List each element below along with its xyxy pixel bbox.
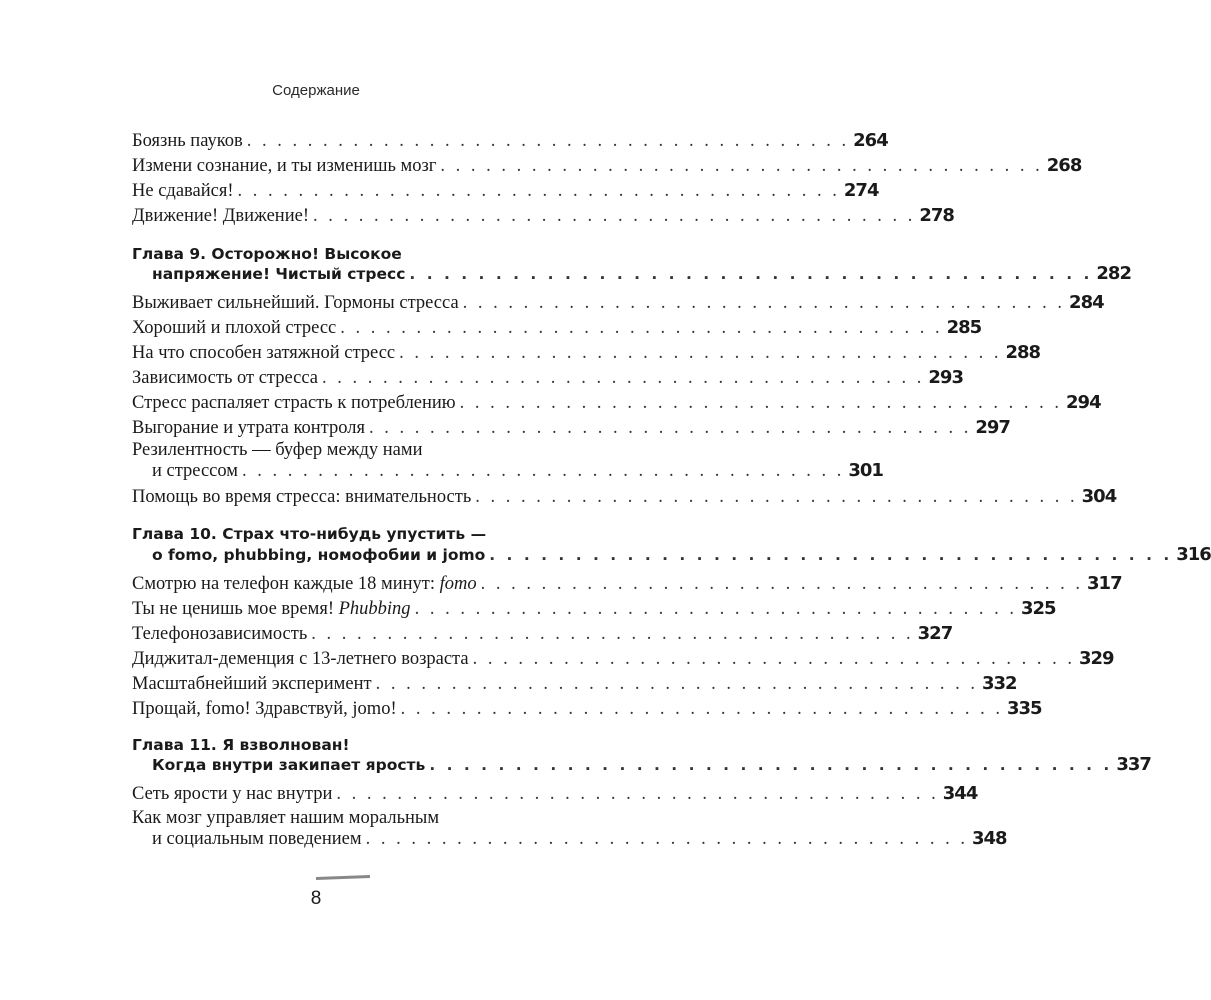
toc-entry-title: Помощь во время стресса: внимательность: [132, 487, 472, 507]
leader-dots: . . . . . . . . . . . . . . . . . . . . . . . . . . . . . . . . . . . . . . . .: [340, 318, 943, 338]
leader-dots: . . . . . . . . . . . . . . . . . . . . . . . . . . . . . . . . . . . . . . . .: [322, 368, 925, 388]
toc-entry-page: 317: [1087, 573, 1122, 594]
toc-entry: [132, 695, 1042, 721]
leader-dots: . . . . . . . . . . . . . . . . . . . . . . . . . . . . . . . . . . . . . . . .: [399, 343, 1002, 363]
leader-dots: . . . . . . . . . . . . . . . . . . . . . . . . . . . . . . . . . . . . . . . .: [414, 599, 1017, 619]
leader-dots: . . . . . . . . . . . . . . . . . . . . . . . . . . . . . . . . . . . . . . . .: [472, 649, 1075, 669]
toc-entry-page: 335: [1006, 698, 1042, 719]
toc-entry-page: 278: [919, 205, 954, 226]
leader-dots: . . . . . . . . . . . . . . . . . . . . . . . . . . . . . . . . . . . . . . . .: [475, 487, 1078, 507]
toc-entry: [152, 457, 883, 483]
toc-entry-page: 348: [971, 828, 1007, 849]
toc-entry-line: Как мозг управляет нашим моральным: [132, 808, 440, 828]
toc-entry: [132, 314, 982, 340]
leader-dots: . . . . . . . . . . . . . . . . . . . . . . . . . . . . . . . . . . . . . . . .: [365, 829, 968, 849]
toc-entry-page: 268: [1046, 155, 1082, 176]
leader-dots: . . . . . . . . . . . . . . . . . . . . . . . . . . . . . . . . . . . . . . . .: [246, 131, 850, 151]
leader-dots: . . . . . . . . . . . . . . . . . . . . . . . . . . . . . . . . . . . . . . . .: [459, 393, 1063, 413]
leader-dots: . . . . . . . . . . . . . . . . . . . . . . . . . . . . . . . . . . . . . . . .: [336, 784, 939, 804]
chapter-entry: [152, 260, 1131, 286]
leader-dots: . . . . . . . . . . . . . . . . . . . . . . . . . . . . . . . . . . . . . . . .: [480, 574, 1084, 594]
toc-entry-title: Измени сознание, и ты изменишь мозг: [132, 156, 437, 176]
toc-entry-page: 325: [1020, 598, 1056, 619]
leader-dots: . . . . . . . . . . . . . . . . . . . . . . . . . . . . . . . . . . . . . . . .: [489, 546, 1173, 564]
title-italic: fomo: [439, 574, 477, 594]
toc-entry: [132, 177, 879, 203]
leader-dots: . . . . . . . . . . . . . . . . . . . . . . . . . . . . . . . . . . . . . . . .: [400, 699, 1003, 719]
toc-entry-page: 301: [848, 460, 883, 481]
toc-entry-title: На что способен затяжной стресс: [132, 343, 396, 363]
toc-entry-title: о fomo, phubbing, номофобии и jomo: [152, 546, 486, 564]
toc-entry-title: Телефонозависимость: [132, 624, 308, 644]
toc-entry-title: Диджитал-деменция с 13-летнего возраста: [132, 649, 469, 669]
toc-entry: [132, 780, 978, 806]
toc-entry-title: Сеть ярости у нас внутри: [132, 784, 333, 804]
toc-entry: [132, 670, 1017, 696]
toc-entry: [132, 202, 954, 228]
toc-entry-title: Зависимость от стресса: [132, 368, 319, 388]
toc-entry: [132, 645, 1114, 671]
toc-entry: [132, 483, 1117, 509]
toc-entry: [132, 339, 1041, 365]
toc-entry: [132, 570, 1122, 596]
footer-rule: [316, 875, 370, 880]
toc-entry: [132, 414, 1010, 440]
toc-entry-page: 282: [1096, 263, 1131, 284]
leader-dots: . . . . . . . . . . . . . . . . . . . . . . . . . . . . . . . . . . . . . . . .: [375, 674, 978, 694]
toc-entry: [132, 389, 1101, 415]
leader-dots: . . . . . . . . . . . . . . . . . . . . . . . . . . . . . . . . . . . . . . . .: [237, 181, 840, 201]
toc-entry-page: 337: [1116, 754, 1151, 775]
toc-entry: [152, 825, 1007, 851]
title-italic: Phubbing: [338, 599, 411, 619]
chapter-entry: [152, 751, 1151, 777]
leader-dots: . . . . . . . . . . . . . . . . . . . . . . . . . . . . . . . . . . . . . . . .: [409, 265, 1093, 283]
toc-entry-page: 329: [1078, 648, 1114, 669]
toc-entry-title: [132, 597, 411, 621]
title-text: Смотрю на телефон каждые 18 минут:: [132, 574, 440, 594]
toc-entry-title: и социальным поведением: [152, 829, 362, 849]
toc-entry-title: Стресс распаляет страсть к потреблению: [132, 393, 456, 413]
leader-dots: . . . . . . . . . . . . . . . . . . . . . . . . . . . . . . . . . . . . . . . .: [429, 756, 1113, 774]
toc-entry-title: Прощай, fomo! Здравствуй, jomo!: [132, 699, 397, 719]
leader-dots: . . . . . . . . . . . . . . . . . . . . . . . . . . . . . . . . . . . . . . . .: [311, 624, 914, 644]
chapter-heading-line: Глава 9. Осторожно! Высокое: [132, 245, 402, 263]
toc-entry-title: [132, 572, 477, 596]
toc-entry-page: 284: [1069, 292, 1104, 313]
toc-entry-title: Выгорание и утрата контроля: [132, 418, 365, 438]
leader-dots: . . . . . . . . . . . . . . . . . . . . . . . . . . . . . . . . . . . . . . . .: [312, 206, 916, 226]
leader-dots: . . . . . . . . . . . . . . . . . . . . . . . . . . . . . . . . . . . . . . . .: [462, 293, 1066, 313]
toc-entry-page: 294: [1066, 392, 1101, 413]
chapter-entry: [152, 541, 1211, 567]
toc-entry: [132, 595, 1056, 621]
toc-entry: [132, 620, 953, 646]
toc-entry: [132, 152, 1082, 178]
toc-entry-page: 288: [1005, 342, 1041, 363]
leader-dots: . . . . . . . . . . . . . . . . . . . . . . . . . . . . . . . . . . . . . . . .: [440, 156, 1043, 176]
toc-entry: [132, 289, 1104, 315]
toc-entry-page: 274: [843, 180, 879, 201]
toc-entry-page: 344: [942, 783, 978, 804]
toc-entry-title: Выживает сильнейший. Гормоны стресса: [132, 293, 459, 313]
title-text: Ты не ценишь мое время!: [132, 599, 339, 619]
toc-entry-title: напряжение! Чистый стресс: [152, 265, 406, 283]
toc-entry-title: Не сдавайся!: [132, 181, 234, 201]
toc-entry-page: 332: [981, 673, 1017, 694]
leader-dots: . . . . . . . . . . . . . . . . . . . . . . . . . . . . . . . . . . . . . . . .: [242, 461, 845, 481]
toc-entry-title: Хороший и плохой стресс: [132, 318, 337, 338]
toc-entry-page: 297: [975, 417, 1010, 438]
toc-entry-title: и стрессом: [152, 461, 238, 481]
leader-dots: . . . . . . . . . . . . . . . . . . . . . . . . . . . . . . . . . . . . . . . .: [368, 418, 972, 438]
page-number: 8: [310, 888, 322, 909]
toc-entry-page: 293: [928, 367, 963, 388]
toc-entry: [132, 127, 888, 153]
toc-entry-title: Боязнь пауков: [132, 131, 243, 151]
toc-entry-page: 327: [917, 623, 953, 644]
running-header: Содержание: [272, 82, 360, 99]
toc-entry-page: 285: [946, 317, 982, 338]
chapter-heading-line: Глава 10. Страх что-нибудь упустить —: [132, 525, 487, 543]
toc-entry-page: 316: [1176, 544, 1211, 565]
toc-entry-title: Когда внутри закипает ярость: [152, 756, 426, 774]
toc-entry-page: 304: [1081, 486, 1117, 507]
toc-entry-line: Резилентность — буфер между нами: [132, 440, 423, 460]
toc-entry: [132, 364, 963, 390]
chapter-heading-line: Глава 11. Я взволнован!: [132, 736, 350, 754]
toc-entry-title: Движение! Движение!: [132, 206, 309, 226]
toc-entry-title: Масштабнейший эксперимент: [132, 674, 372, 694]
toc-entry-page: 264: [853, 130, 888, 151]
